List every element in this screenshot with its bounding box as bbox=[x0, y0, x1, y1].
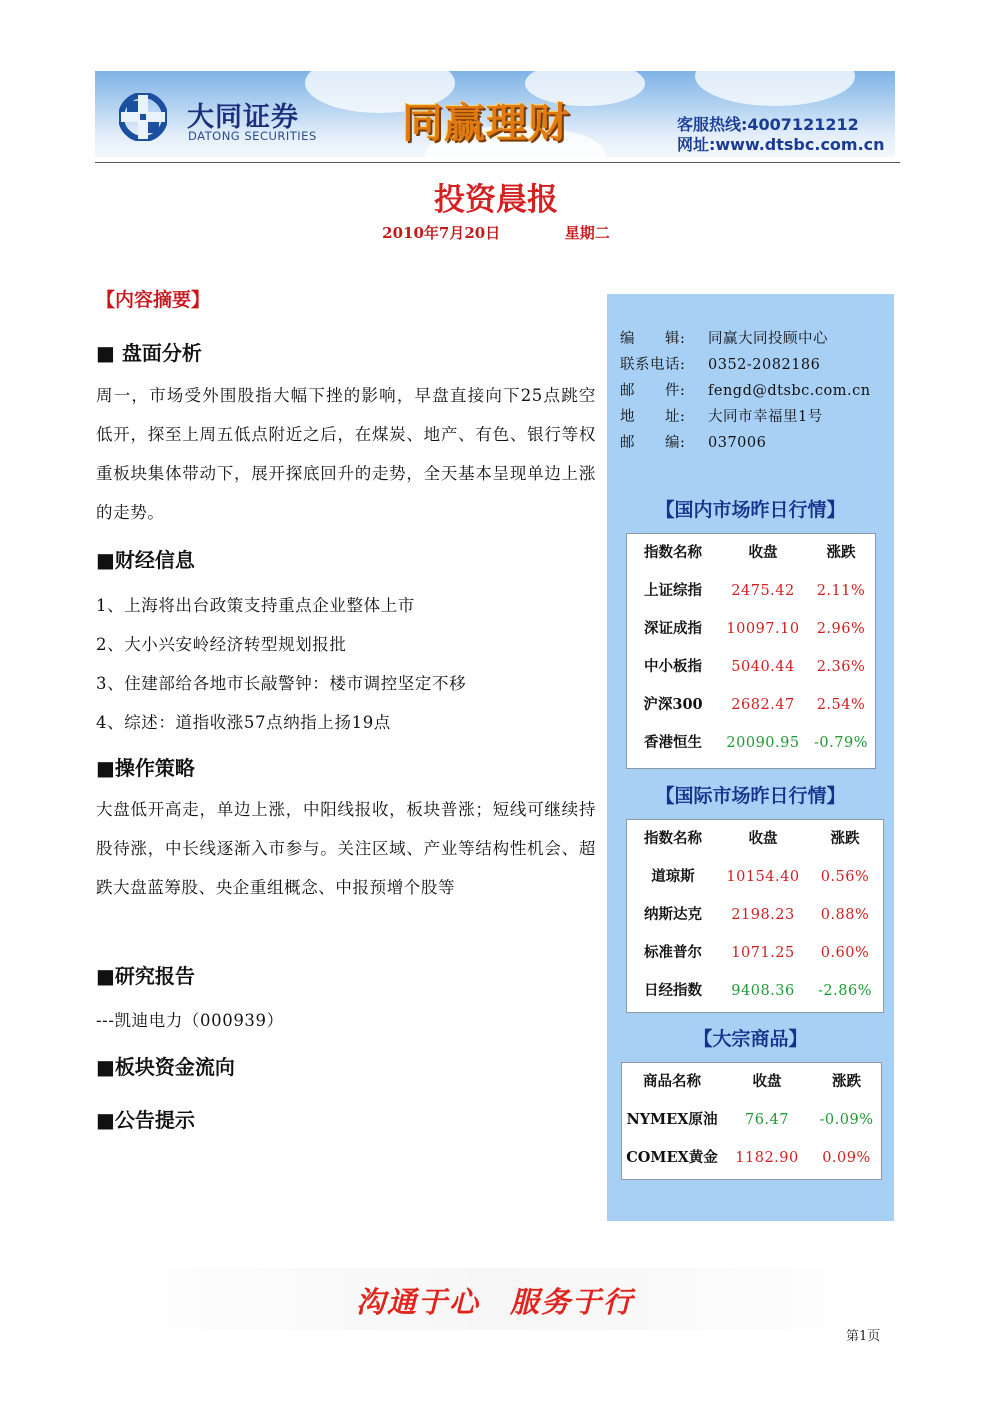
market-analysis-heading: ■ 盘面分析 bbox=[96, 341, 202, 365]
research-item[interactable]: ---凯迪电力（000939） bbox=[96, 1011, 284, 1030]
contact-label: 邮 编: bbox=[620, 435, 686, 451]
close-value: 76.47 bbox=[744, 1112, 789, 1128]
index-name: 中小板指 bbox=[644, 658, 702, 675]
table-header-row bbox=[627, 534, 875, 572]
website-link[interactable]: 网址:www.dtsbc.com.cn bbox=[677, 135, 885, 154]
contact-label: 邮 件: bbox=[620, 383, 686, 399]
footer-slogan-banner bbox=[95, 1268, 895, 1330]
index-name: 纳斯达克 bbox=[644, 906, 702, 923]
company-name-english: DATONG SECURITIES bbox=[188, 129, 317, 143]
index-name: NYMEX原油 bbox=[626, 1111, 718, 1128]
close-value: 9408.36 bbox=[731, 983, 795, 999]
column-header: 指数名称 bbox=[644, 544, 702, 561]
contact-info bbox=[620, 326, 871, 456]
column-header: 收盘 bbox=[748, 830, 778, 847]
table-row bbox=[627, 610, 875, 648]
table-row bbox=[622, 1139, 881, 1177]
column-header: 商品名称 bbox=[643, 1073, 701, 1090]
news-item: 4、综述：道指收涨57点纳指上扬19点 bbox=[96, 713, 391, 732]
header-divider bbox=[95, 162, 900, 163]
change-value: 0.56% bbox=[820, 869, 870, 885]
header-banner bbox=[95, 71, 895, 157]
change-value: 2.11% bbox=[816, 583, 866, 599]
change-value: -0.09% bbox=[819, 1112, 874, 1128]
hotline-text: 客服热线:4007121212 bbox=[677, 115, 859, 134]
contact-label: 联系电话: bbox=[620, 357, 686, 373]
table-row bbox=[627, 858, 883, 896]
news-item: 1、上海将出台政策支持重点企业整体上市 bbox=[96, 596, 415, 615]
contact-row bbox=[620, 326, 871, 352]
announcement-heading: ■公告提示 bbox=[96, 1108, 195, 1132]
column-header: 涨跌 bbox=[826, 544, 856, 561]
research-heading: ■研究报告 bbox=[96, 964, 195, 988]
close-value: 2198.23 bbox=[731, 907, 795, 923]
column-header: 涨跌 bbox=[830, 830, 860, 847]
column-header: 收盘 bbox=[748, 544, 778, 561]
close-value: 10097.10 bbox=[726, 621, 800, 637]
table-header-row bbox=[622, 1063, 881, 1101]
change-value: 2.96% bbox=[816, 621, 866, 637]
datong-logo-icon bbox=[119, 93, 167, 141]
index-name: 深证成指 bbox=[644, 620, 702, 637]
table-row bbox=[627, 934, 883, 972]
table-row bbox=[627, 724, 875, 762]
table-row bbox=[627, 972, 883, 1010]
domestic-market-heading: 【国内市场昨日行情】 bbox=[655, 499, 846, 521]
contact-row bbox=[620, 430, 871, 456]
contact-value: 0352-2082186 bbox=[708, 357, 821, 373]
contact-value: 同赢大同投顾中心 bbox=[708, 331, 828, 347]
table-row bbox=[627, 896, 883, 934]
page-number: 第1页 bbox=[846, 1329, 881, 1344]
change-value: 0.09% bbox=[822, 1150, 871, 1166]
slogan-text: 沟通于心 服务于行 bbox=[355, 1285, 635, 1319]
contact-label: 地 址: bbox=[620, 409, 686, 425]
table-row bbox=[627, 648, 875, 686]
report-date bbox=[0, 222, 992, 243]
strategy-text: 大盘低开高走，单边上涨，中阳线报收，板块普涨；短线可继续持股待涨，中长线逐渐入市参与。关注区域、产业等结构性机会、超跌大盘蓝筹股、央企重组概念、中报预增个股等 bbox=[96, 800, 596, 897]
news-item: 2、大小兴安岭经济转型规划报批 bbox=[96, 635, 347, 654]
close-value: 1182.90 bbox=[735, 1150, 799, 1166]
table-row bbox=[627, 686, 875, 724]
contact-label: 编 辑: bbox=[620, 331, 686, 347]
table-header-row bbox=[627, 820, 883, 858]
index-name: 沪深300 bbox=[643, 696, 703, 713]
brand-logo: 同赢理财 bbox=[402, 99, 570, 147]
table-row bbox=[622, 1101, 881, 1139]
contact-row bbox=[620, 378, 871, 404]
change-value: -0.79% bbox=[814, 735, 868, 751]
index-name: COMEX黄金 bbox=[626, 1149, 718, 1166]
international-market-heading: 【国际市场昨日行情】 bbox=[655, 785, 846, 807]
change-value: -2.86% bbox=[818, 983, 872, 999]
column-header: 收盘 bbox=[752, 1073, 782, 1090]
strategy-heading: ■操作策略 bbox=[96, 756, 195, 780]
column-header: 涨跌 bbox=[832, 1073, 861, 1090]
index-name: 日经指数 bbox=[644, 982, 702, 999]
company-name: 大同证券 bbox=[187, 102, 299, 133]
sector-flow-heading: ■板块资金流向 bbox=[96, 1055, 235, 1079]
contact-row bbox=[620, 352, 871, 378]
market-analysis-text: 周一，市场受外围股指大幅下挫的影响，早盘直接向下25点跳空低开，探至上周五低点附近之后，在煤炭、地产、有色、银行等权重板块集体带动下，展开探底回升的走势，全天基本呈现单边上涨的走势。 bbox=[96, 386, 596, 522]
index-name: 标准普尔 bbox=[644, 944, 702, 961]
news-item: 3、住建部给各地市长敲警钟：楼市调控坚定不移 bbox=[96, 674, 467, 693]
finance-news-heading: ■财经信息 bbox=[96, 548, 195, 572]
contact-value: 大同市幸福里1号 bbox=[708, 409, 823, 425]
international-market-table bbox=[626, 819, 884, 1013]
index-name: 上证综指 bbox=[644, 582, 702, 599]
weekday-text: 星期二 bbox=[564, 224, 610, 242]
table-row bbox=[627, 572, 875, 610]
contact-row bbox=[620, 404, 871, 430]
close-value: 20090.95 bbox=[726, 735, 800, 751]
close-value: 2682.47 bbox=[731, 697, 795, 713]
change-value: 2.36% bbox=[816, 659, 866, 675]
close-value: 1071.25 bbox=[731, 945, 795, 961]
close-value: 5040.44 bbox=[731, 659, 795, 675]
change-value: 2.54% bbox=[816, 697, 866, 713]
change-value: 0.88% bbox=[820, 907, 870, 923]
close-value: 2475.42 bbox=[731, 583, 795, 599]
change-value: 0.60% bbox=[820, 945, 870, 961]
date-text: 2010年7月20日 bbox=[382, 224, 501, 242]
hotline-info bbox=[677, 115, 885, 155]
commodities-heading: 【大宗商品】 bbox=[693, 1028, 808, 1050]
column-header: 指数名称 bbox=[644, 830, 702, 847]
summary-heading: 【内容摘要】 bbox=[96, 289, 211, 311]
index-name: 道琼斯 bbox=[651, 868, 695, 885]
commodities-table bbox=[621, 1062, 882, 1180]
contact-email[interactable]: fengd@dtsbc.com.cn bbox=[708, 383, 871, 399]
close-value: 10154.40 bbox=[726, 869, 800, 885]
domestic-market-table bbox=[626, 533, 876, 769]
index-name: 香港恒生 bbox=[644, 734, 702, 751]
contact-value: 037006 bbox=[708, 435, 767, 451]
report-title: 投资晨报 bbox=[434, 182, 558, 218]
